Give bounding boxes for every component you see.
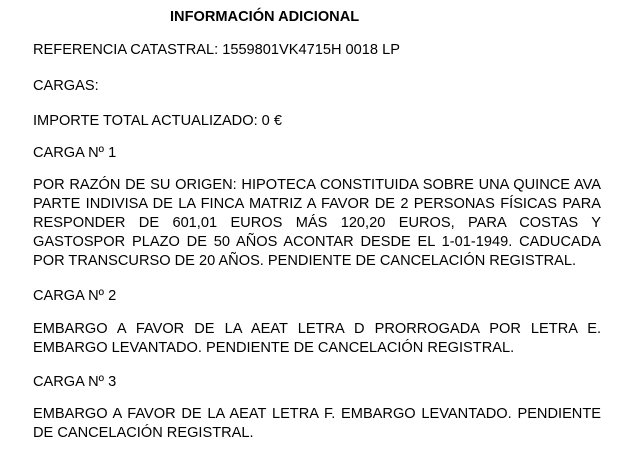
- cargas-label: CARGAS:: [33, 78, 99, 94]
- document-title: INFORMACIÓN ADICIONAL: [170, 9, 360, 25]
- carga-2-heading: CARGA Nº 2: [33, 288, 117, 304]
- importe-total: IMPORTE TOTAL ACTUALIZADO: 0 €: [33, 113, 282, 129]
- carga-2-text: EMBARGO A FAVOR DE LA AEAT LETRA D PRORROGADA POR LETRA E. EMBARGO LEVANTADO. PENDIENTE DE CANCELACIÓN REGISTRAL.: [33, 321, 601, 356]
- carga-1-heading: CARGA Nº 1: [33, 145, 117, 161]
- carga-3-heading: CARGA Nº 3: [33, 374, 117, 390]
- carga-3-text: EMBARGO A FAVOR DE LA AEAT LETRA F. EMBARGO LEVANTADO. PENDIENTE DE CANCELACIÓN REGISTRAL.: [33, 406, 601, 441]
- referencia-catastral: REFERENCIA CATASTRAL: 1559801VK4715H 0018 LP: [33, 42, 400, 58]
- carga-1-text: POR RAZÓN DE SU ORIGEN: HIPOTECA CONSTITUIDA SOBRE UNA QUINCE AVA PARTE INDIVISA DE LA FINCA MATRIZ A FAVOR DE 2 PERSONAS FÍSICAS PARA RESPONDER DE 601,01 EUROS MÁS 120,20 EUROS, PARA COSTAS Y GASTOSPOR PLAZO DE 50 AÑOS ACONTAR DESDE EL 1-01-1949. CADUCADA POR TRANSCURSO DE 20 AÑOS. PENDIENTE DE CANCELACIÓN REGISTRAL.: [33, 177, 601, 269]
